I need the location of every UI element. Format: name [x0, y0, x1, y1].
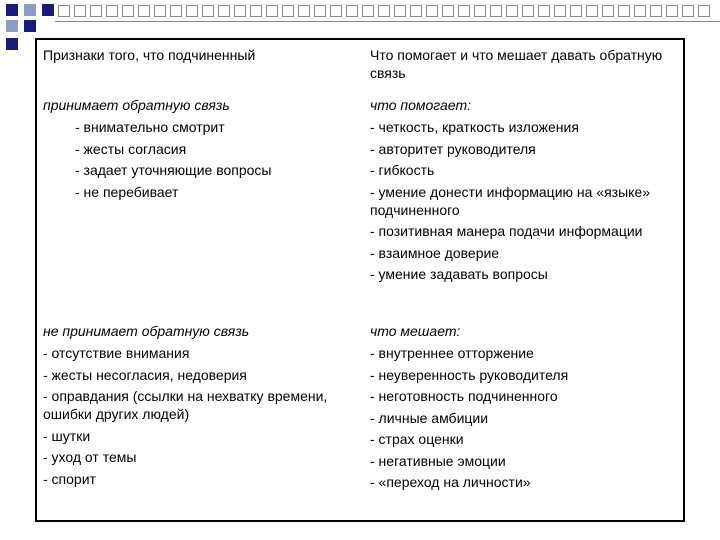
list-item: - личные амбиции	[370, 409, 489, 426]
hinders-title: что мешает:	[370, 323, 461, 339]
rejects-list	[43, 344, 348, 491]
list-item: - внутреннее отторжение	[370, 345, 534, 361]
list-item: - задает уточняющие вопросы	[75, 162, 272, 178]
rejects-title: не принимает обратную связь	[43, 323, 250, 339]
list-item: - четкость, краткость изложения	[370, 119, 579, 135]
content-table	[35, 38, 685, 522]
list-item: - негативные эмоции	[370, 452, 506, 469]
helps-list	[370, 118, 670, 287]
hinders-list	[370, 344, 670, 495]
list-item: - шутки	[43, 427, 91, 444]
list-item: - позитивная манера подачи информации	[370, 223, 643, 239]
left-column-header: Признаки того, что подчиненный	[43, 47, 256, 63]
list-item: - жесты несогласия, недоверия	[43, 366, 247, 383]
list-item: - внимательно смотрит	[75, 119, 225, 135]
list-item: - отсутствие внимания	[43, 345, 190, 361]
list-item: - гибкость	[370, 162, 435, 178]
list-item: - страх оценки	[370, 431, 464, 447]
list-item: - неготовность подчиненного	[370, 388, 558, 404]
list-item: - авторитет руководителя	[370, 140, 536, 157]
list-item: - умение донести информацию на «языке» подчиненного	[370, 183, 651, 218]
list-item: - уход от темы	[43, 449, 137, 465]
list-item: - оправдания (ссылки на нехватку времени, ошибки других людей)	[43, 388, 328, 422]
list-item: - жесты согласия	[75, 140, 187, 157]
list-item: - спорит	[43, 470, 96, 487]
list-item: - «переход на личности»	[370, 474, 531, 490]
accepts-title: принимает обратную связь	[43, 97, 230, 113]
list-item: - не перебивает	[75, 183, 179, 200]
list-item: - умение задавать вопросы	[370, 266, 548, 282]
right-column-header: Что помогает и что мешает давать обратную связь	[370, 47, 663, 81]
helps-title: что помогает:	[370, 97, 472, 113]
list-item: - неуверенность руководителя	[370, 366, 569, 383]
list-item: - взаимное доверие	[370, 244, 500, 261]
accepts-list	[43, 118, 348, 204]
